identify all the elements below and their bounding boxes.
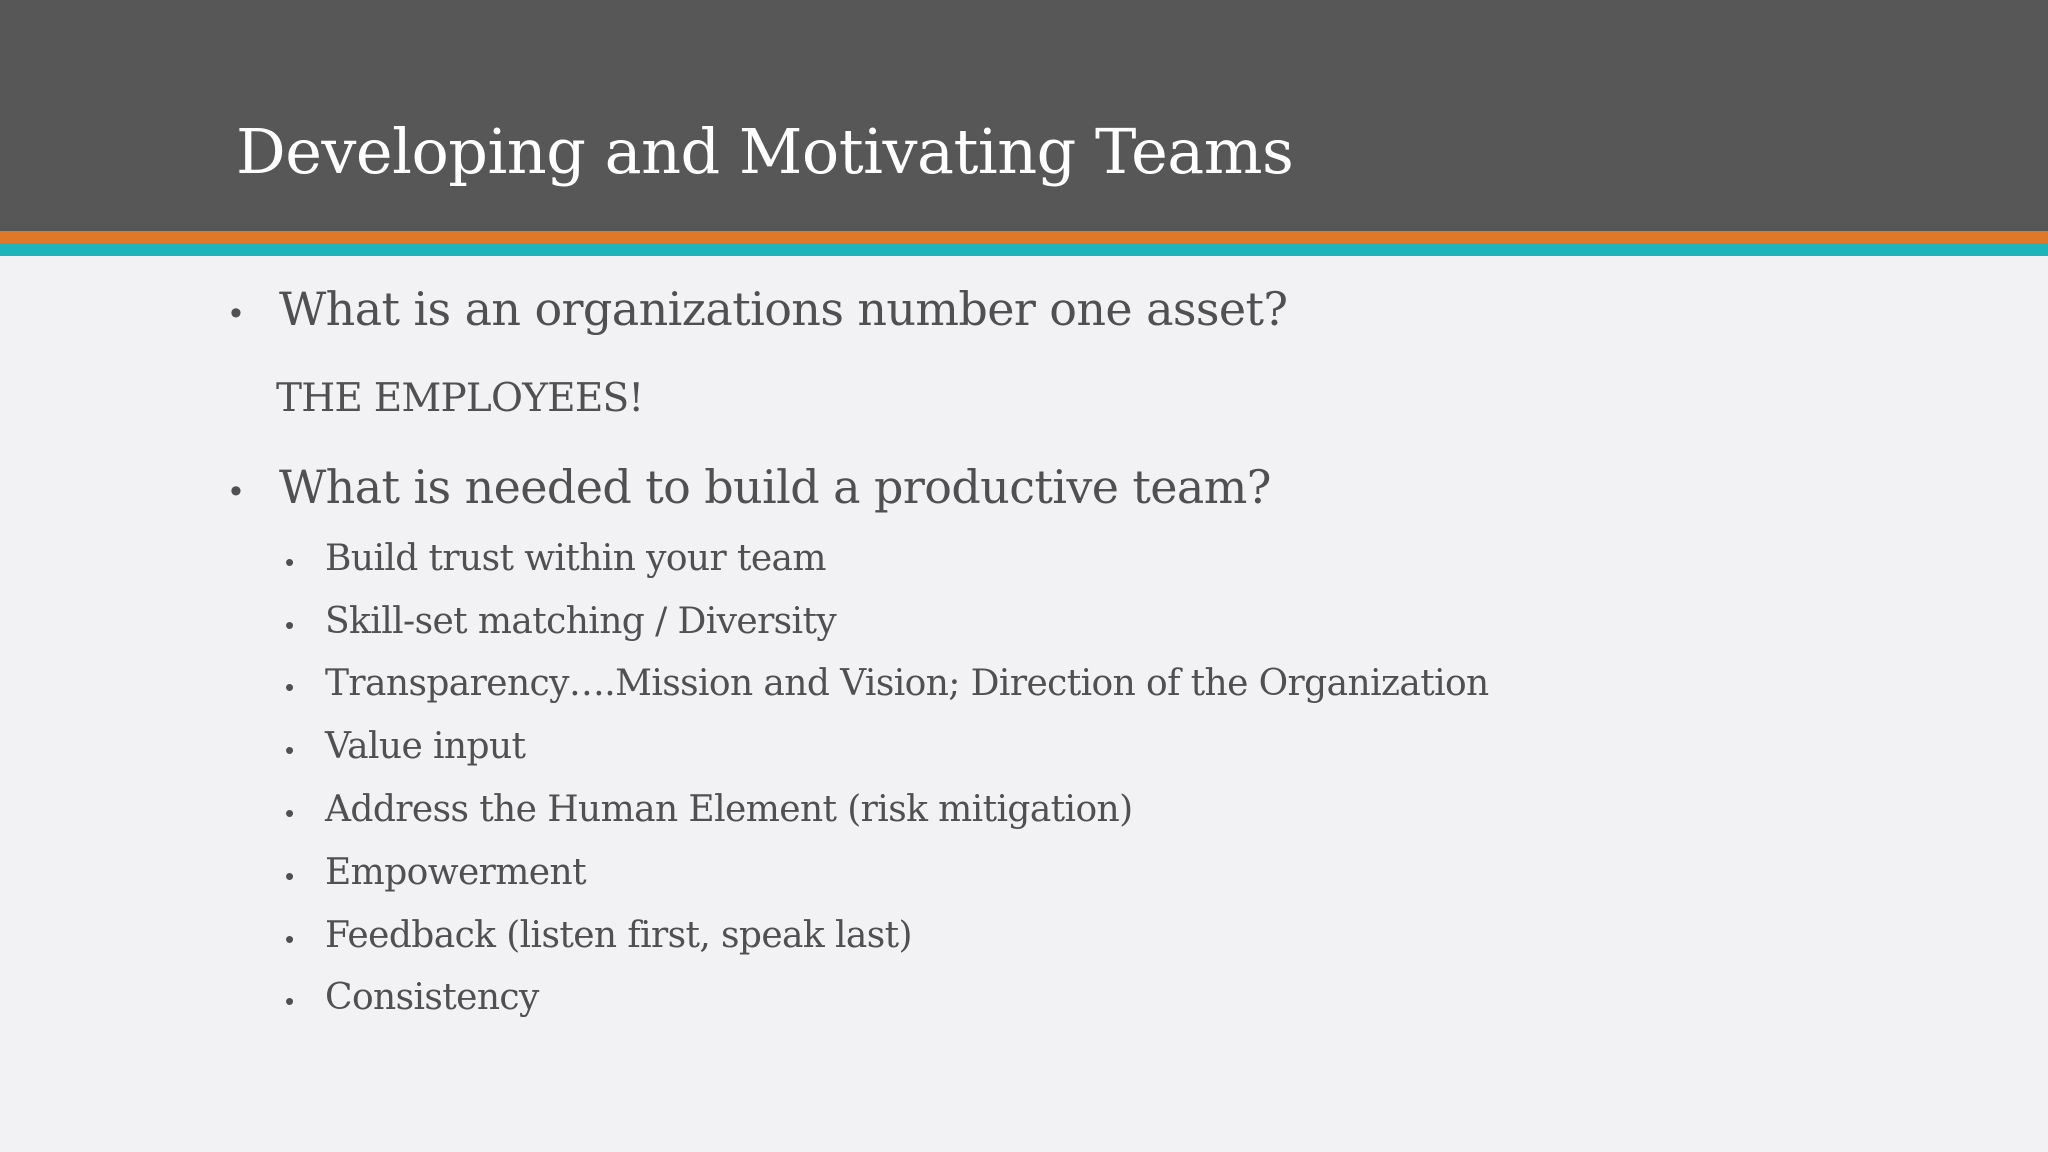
list-item-text: Address the Human Element (risk mitigation) bbox=[325, 789, 1133, 830]
bullet-icon: • bbox=[285, 798, 295, 828]
bullet-icon: • bbox=[285, 547, 295, 577]
orange-accent-stripe bbox=[0, 231, 2048, 243]
bullet-icon: • bbox=[285, 735, 295, 765]
question-1: What is an organizations number one asset? bbox=[279, 282, 1288, 336]
bullet-icon: • bbox=[285, 986, 295, 1016]
list-item-text: Feedback (listen first, speak last) bbox=[325, 915, 912, 956]
list-item-text: Consistency bbox=[325, 977, 539, 1018]
bullet-icon: • bbox=[285, 861, 295, 891]
question-2: What is needed to build a productive team? bbox=[279, 460, 1271, 514]
list-item-text: Value input bbox=[325, 726, 526, 767]
bullet-icon: • bbox=[285, 924, 295, 954]
bullet-icon: • bbox=[285, 672, 295, 702]
answer-1: THE EMPLOYEES! bbox=[276, 376, 644, 421]
list-item-text: Transparency….Mission and Vision; Direction of the Organization bbox=[325, 663, 1489, 704]
list-item-text: Build trust within your team bbox=[325, 538, 826, 579]
bullet-icon: • bbox=[230, 472, 242, 510]
slide-title: Developing and Motivating Teams bbox=[236, 115, 1294, 188]
bullet-icon: • bbox=[285, 610, 295, 640]
teal-accent-stripe bbox=[0, 243, 2048, 256]
list-item-text: Skill-set matching / Diversity bbox=[325, 601, 837, 642]
list-item-text: Empowerment bbox=[325, 852, 586, 893]
bullet-icon: • bbox=[230, 294, 242, 332]
